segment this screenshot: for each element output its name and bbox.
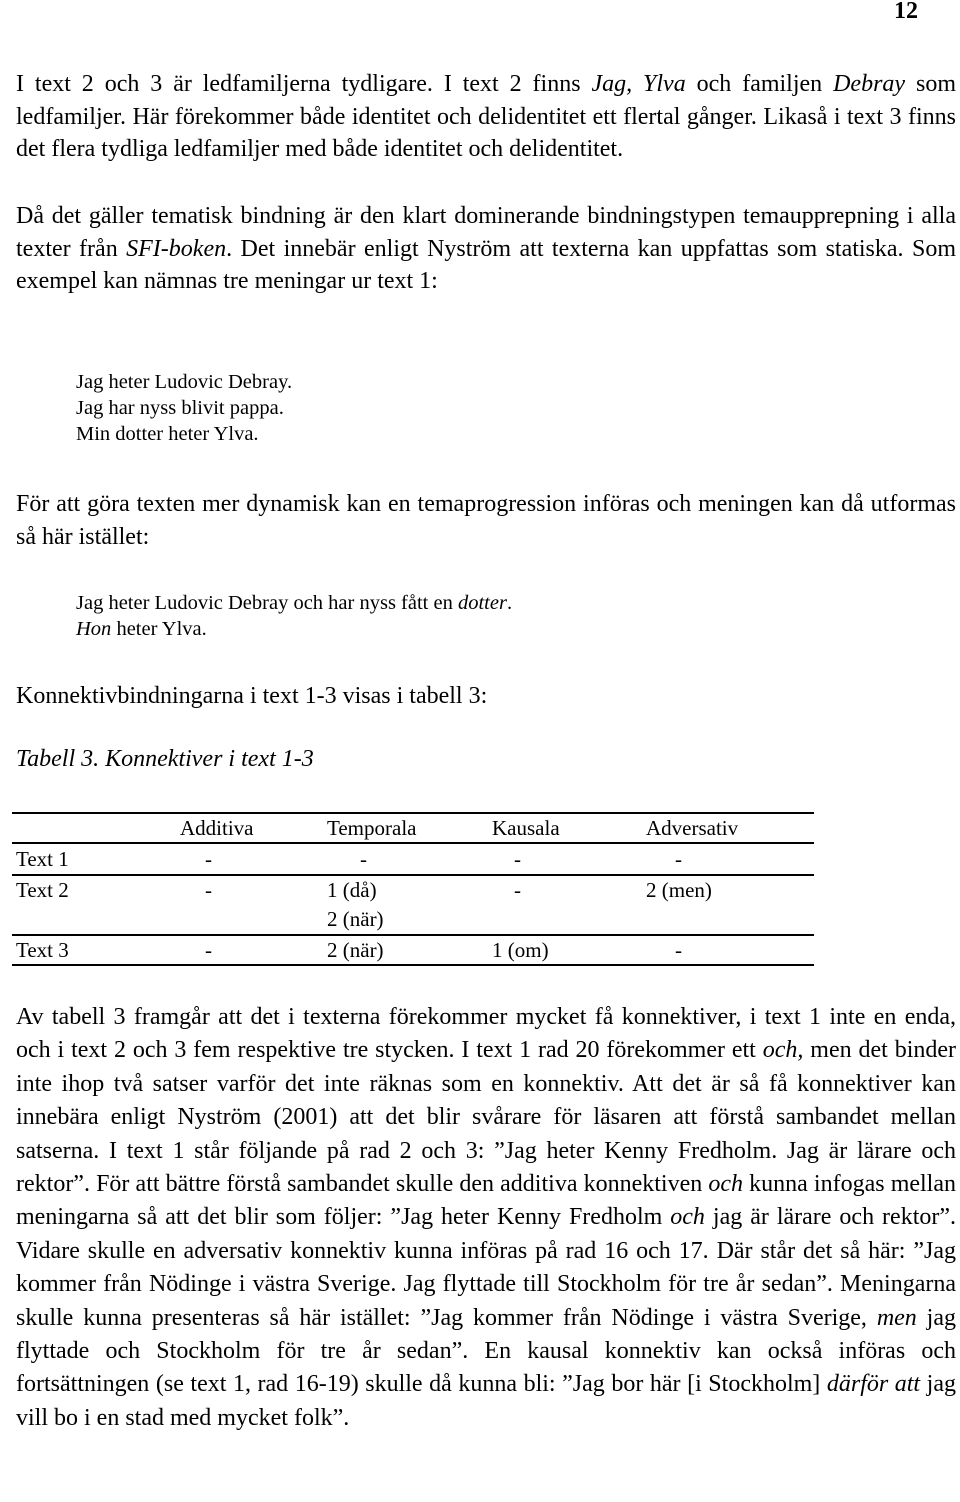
table-cell: 2 (men) bbox=[646, 878, 712, 902]
table-caption: Tabell 3. Konnektiver i text 1-3 bbox=[16, 746, 314, 772]
table-cell: - bbox=[205, 938, 212, 962]
table-rule-header bbox=[12, 842, 814, 844]
table-cell: 2 (när) bbox=[327, 907, 384, 931]
italic-term: dotter bbox=[457, 592, 507, 614]
example-line: Jag heter Ludovic Debray. bbox=[76, 371, 293, 393]
table-cell: - bbox=[360, 847, 367, 871]
paragraph-text: kunna infogas mellan meningarna så att det blir som följer: ”Jag heter Kenny Fredholm bbox=[16, 1171, 956, 1231]
example-line: Min dotter heter Ylva. bbox=[76, 423, 259, 445]
italic-term: Debray bbox=[833, 71, 906, 97]
italic-term: och, bbox=[762, 1037, 804, 1064]
table-cell: - bbox=[675, 938, 682, 962]
table-rule-row2 bbox=[12, 934, 814, 936]
italic-term: men bbox=[876, 1304, 917, 1331]
italic-term: SFI-boken bbox=[126, 235, 227, 262]
italic-term: och bbox=[670, 1204, 705, 1231]
table-cell: 2 (när) bbox=[327, 938, 384, 962]
example-sentences-2 bbox=[76, 590, 512, 642]
column-header-additiva: Additiva bbox=[180, 816, 254, 840]
paragraph-text: men det binder inte ihop två satser varför det inte räknas som en konnektiv. Att det är så få konnektiver kan innebära enligt Nyström (2001) att det blir svårare för läsaren att förstå sambandet mellan satserna. I text 1 står följande på rad 2 och 3: ”Jag heter Kenny Fredholm. Jag är lärare och rektor”. För att bättre förstå sambandet skulle den additiva konnektiven bbox=[16, 1037, 957, 1198]
example-line: Jag har nyss blivit pappa. bbox=[76, 397, 284, 419]
italic-term: Jag, Ylva bbox=[591, 71, 686, 97]
paragraph-text: Av tabell 3 framgår att det i texterna förekommer mycket få konnektiver, i text 1 inte en enda, och i text 2 och 3 fem respektive tre stycken. I text 1 rad 20 förekommer ett bbox=[16, 1004, 956, 1064]
example-text: Jag heter Ludovic Debray och har nyss fått en bbox=[76, 592, 458, 614]
paragraph-text: och familjen bbox=[685, 71, 834, 97]
table-cell: 1 (om) bbox=[492, 938, 549, 962]
row-label: Text 3 bbox=[16, 938, 69, 962]
paragraph-table-intro: Konnektivbindningarna i text 1-3 visas i tabell 3: bbox=[16, 683, 488, 709]
example-text: heter Ylva. bbox=[111, 618, 207, 640]
table-cell: - bbox=[205, 847, 212, 871]
paragraph-text: som ledfamiljer. Här förekommer både identitet och delidentitet ett flertal gånger. Likaså i text 3 finns det flera tydliga ledfamiljer med både identitet och delidentitet. bbox=[16, 71, 957, 163]
italic-term: därför att bbox=[826, 1371, 921, 1398]
column-header-temporala: Temporala bbox=[327, 816, 417, 840]
example-line bbox=[76, 590, 512, 616]
paragraph-table-discussion bbox=[16, 1001, 956, 1435]
table-cell: - bbox=[675, 847, 682, 871]
table-rule-row1 bbox=[12, 874, 814, 876]
example-line bbox=[76, 616, 512, 642]
paragraph-text: . Det innebär enligt Nyström att texterna kan uppfattas som statiska. Som exempel kan nämnas tre meningar ur text 1: bbox=[16, 235, 956, 295]
example-text: . bbox=[506, 592, 513, 614]
page-number: 12 bbox=[894, 0, 918, 24]
row-label: Text 2 bbox=[16, 878, 69, 902]
paragraph-text: jag vill bo i en stad med mycket folk”. bbox=[16, 1371, 956, 1431]
column-header-adversativ: Adversativ bbox=[646, 816, 739, 840]
row-label: Text 1 bbox=[16, 847, 69, 871]
table-cell: - bbox=[514, 878, 521, 902]
table-cell: - bbox=[514, 847, 521, 871]
italic-term: Hon bbox=[76, 618, 112, 640]
paragraph-text: I text 2 och 3 är ledfamiljerna tydligare. I text 2 finns bbox=[16, 71, 592, 97]
paragraph-text: jag flyttade och Stockholm för tre år sedan”. En kausal konnektiv kan också införas och fortsättningen (se text 1, rad 16-19) skulle då kunna bli: ”Jag bor här [i Stockholm] bbox=[16, 1304, 956, 1398]
italic-term: och bbox=[708, 1171, 744, 1198]
paragraph-temaprogression: För att göra texten mer dynamisk kan en temaprogression införas och meningen kan då utformas så här istället: bbox=[16, 491, 956, 550]
paragraph-text: Då det gäller tematisk bindning är den klart dominerande bindningstypen temaupprepning i alla texter från bbox=[16, 203, 956, 262]
paragraph-tematisk-bindning bbox=[16, 200, 956, 298]
table-rule-bottom bbox=[12, 964, 814, 966]
paragraph-text: jag är lärare och rektor”. Vidare skulle en adversativ konnektiv kunna införas på rad 16 och 17. Där står det så här: ”Jag kommer från Nödinge i västra Sverige. Jag flyttade till Stockholm för tre år sedan”. Meningarna skulle kunna presenteras så här istället: ”Jag kommer från Nödinge i västra Sverige, bbox=[16, 1204, 957, 1331]
paragraph-ledfamiljer bbox=[16, 68, 956, 166]
table-rule-top bbox=[12, 812, 814, 814]
table-cell: - bbox=[205, 878, 212, 902]
example-sentences-1 bbox=[76, 369, 292, 447]
table-cell: 1 (då) bbox=[327, 878, 377, 902]
column-header-kausala: Kausala bbox=[492, 816, 560, 840]
